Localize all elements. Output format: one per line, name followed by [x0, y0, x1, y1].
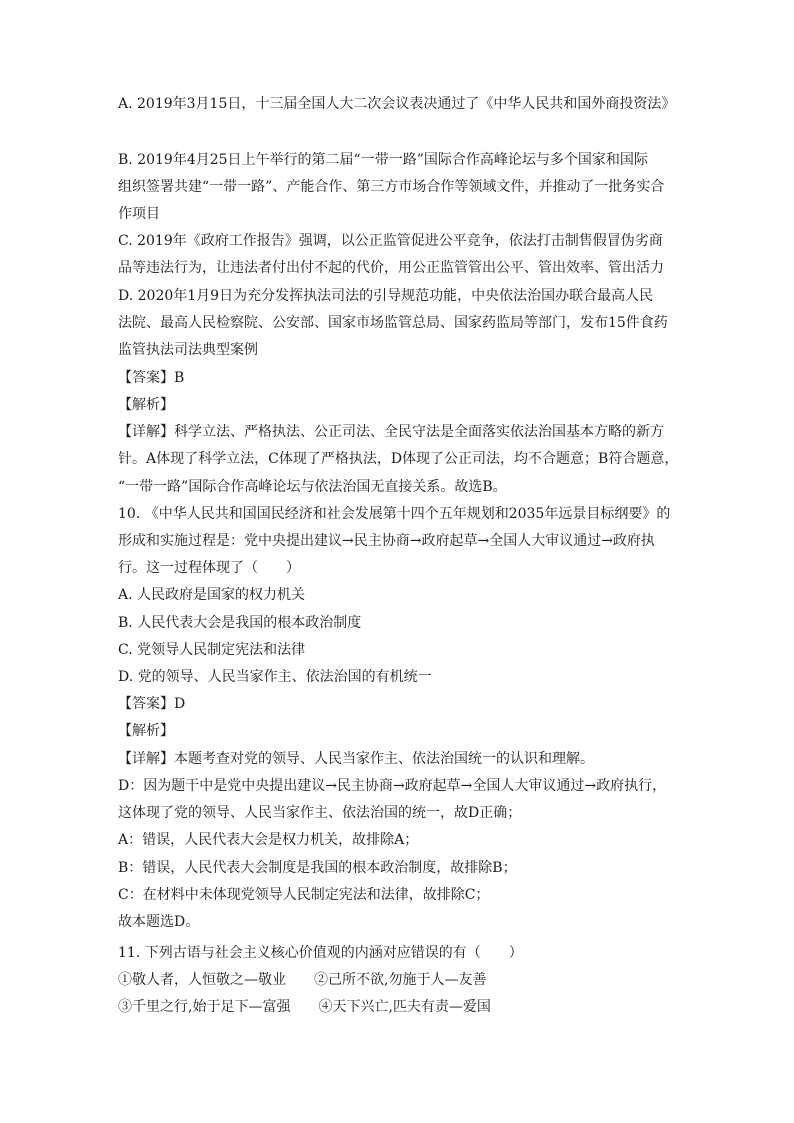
- answer-line: 【答案】B: [118, 370, 185, 386]
- q10-explanation-line-6: C：在材料中未体现党领导人民制定宪法和法律，故排除C；: [118, 887, 490, 903]
- option-c-line-1: C. 2019年《政府工作报告》强调，以公正监管促进公平竞争，依法打击制售假冒伪劣商: [118, 233, 663, 249]
- option-b-line-2: 组织签署共建“一带一路”、产能合作、第三方市场合作等领域文件，并推动了一批务实合: [118, 179, 665, 195]
- q10-option-d: D. 党的领导、人民当家作主、依法治国的有机统一: [118, 669, 432, 685]
- question-11-line-1: 11. 下列古语与社会主义核心价值观的内涵对应错误的有（ ）: [118, 945, 523, 961]
- q11-options-line-2: ③千里之行,始于足下—富强 ④天下兴亡,匹夫有责—爱国: [118, 999, 491, 1015]
- option-c-line-2: 品等违法行为，让违法者付出付不起的代价，用公正监管管出公平、管出效率、管出活力: [118, 260, 664, 276]
- q11-options-line-1: ①敬人者，人恒敬之—敬业 ②己所不欲,勿施于人—友善: [118, 972, 487, 988]
- option-b-line-3: 作项目: [118, 206, 160, 222]
- question-10-line-1: 10. 《中华人民共和国国民经济和社会发展第十四个五年规划和2035年远景目标纲要》的: [118, 506, 671, 522]
- q10-explanation-line-3: 这体现了党的领导、人民当家作主、依法治国的统一，故D正确；: [118, 805, 522, 821]
- explanation-line-1: 【详解】科学立法、严格执法、公正司法、全民守法是全面落实依法治国基本方略的新方: [118, 424, 664, 440]
- q10-analysis-heading: 【解析】: [118, 723, 174, 739]
- option-a-line: A. 2019年3月15日，十三届全国人大二次会议表决通过了《中华人民共和国外商投资法》: [118, 96, 676, 112]
- q10-explanation-line-1: 【详解】本题考查对党的领导、人民当家作主、依法治国统一的认识和理解。: [118, 751, 594, 767]
- q10-conclusion-line: 故本题选D。: [118, 914, 200, 930]
- option-d-line-3: 监管执法司法典型案例: [118, 342, 258, 358]
- option-d-line-1: D. 2020年1月9日为充分发挥执法司法的引导规范功能，中央依法治国办联合最高人民: [118, 288, 654, 304]
- q10-answer-line: 【答案】D: [118, 696, 186, 712]
- q10-option-a: A. 人民政府是国家的权力机关: [118, 587, 306, 603]
- option-d-line-2: 法院、最高人民检察院、公安部、国家市场监管总局、国家药监局等部门，发布15件食药: [118, 315, 668, 331]
- q10-option-b: B. 人民代表大会是我国的根本政治制度: [118, 615, 362, 631]
- analysis-heading: 【解析】: [118, 397, 174, 413]
- option-b-line-1: B. 2019年4月25日上午举行的第二届“一带一路”国际合作高峰论坛与多个国家和国际: [118, 152, 648, 168]
- q10-explanation-line-2: D：因为题干中是党中央提出建议→民主协商→政府起草→全国人大审议通过→政府执行，: [118, 778, 667, 794]
- question-10-line-2: 形成和实施过程是：党中央提出建议→民主协商→政府起草→全国人大审议通过→政府执: [118, 533, 655, 549]
- q10-explanation-line-4: A：错误，人民代表大会是权力机关，故排除A；: [118, 832, 419, 848]
- explanation-line-2: 针。A体现了科学立法，C体现了严格执法，D体现了公正司法，均不合题意；B符合题意，: [118, 451, 679, 467]
- explanation-line-3: “一带一路”国际合作高峰论坛与依法治国无直接关系。故选B。: [118, 479, 507, 495]
- question-10-line-3: 行。这一过程体现了（ ）: [118, 560, 300, 576]
- q10-explanation-line-5: B：错误，人民代表大会制度是我国的根本政治制度，故排除B；: [118, 860, 517, 876]
- q10-option-c: C. 党领导人民制定宪法和法律: [118, 642, 306, 658]
